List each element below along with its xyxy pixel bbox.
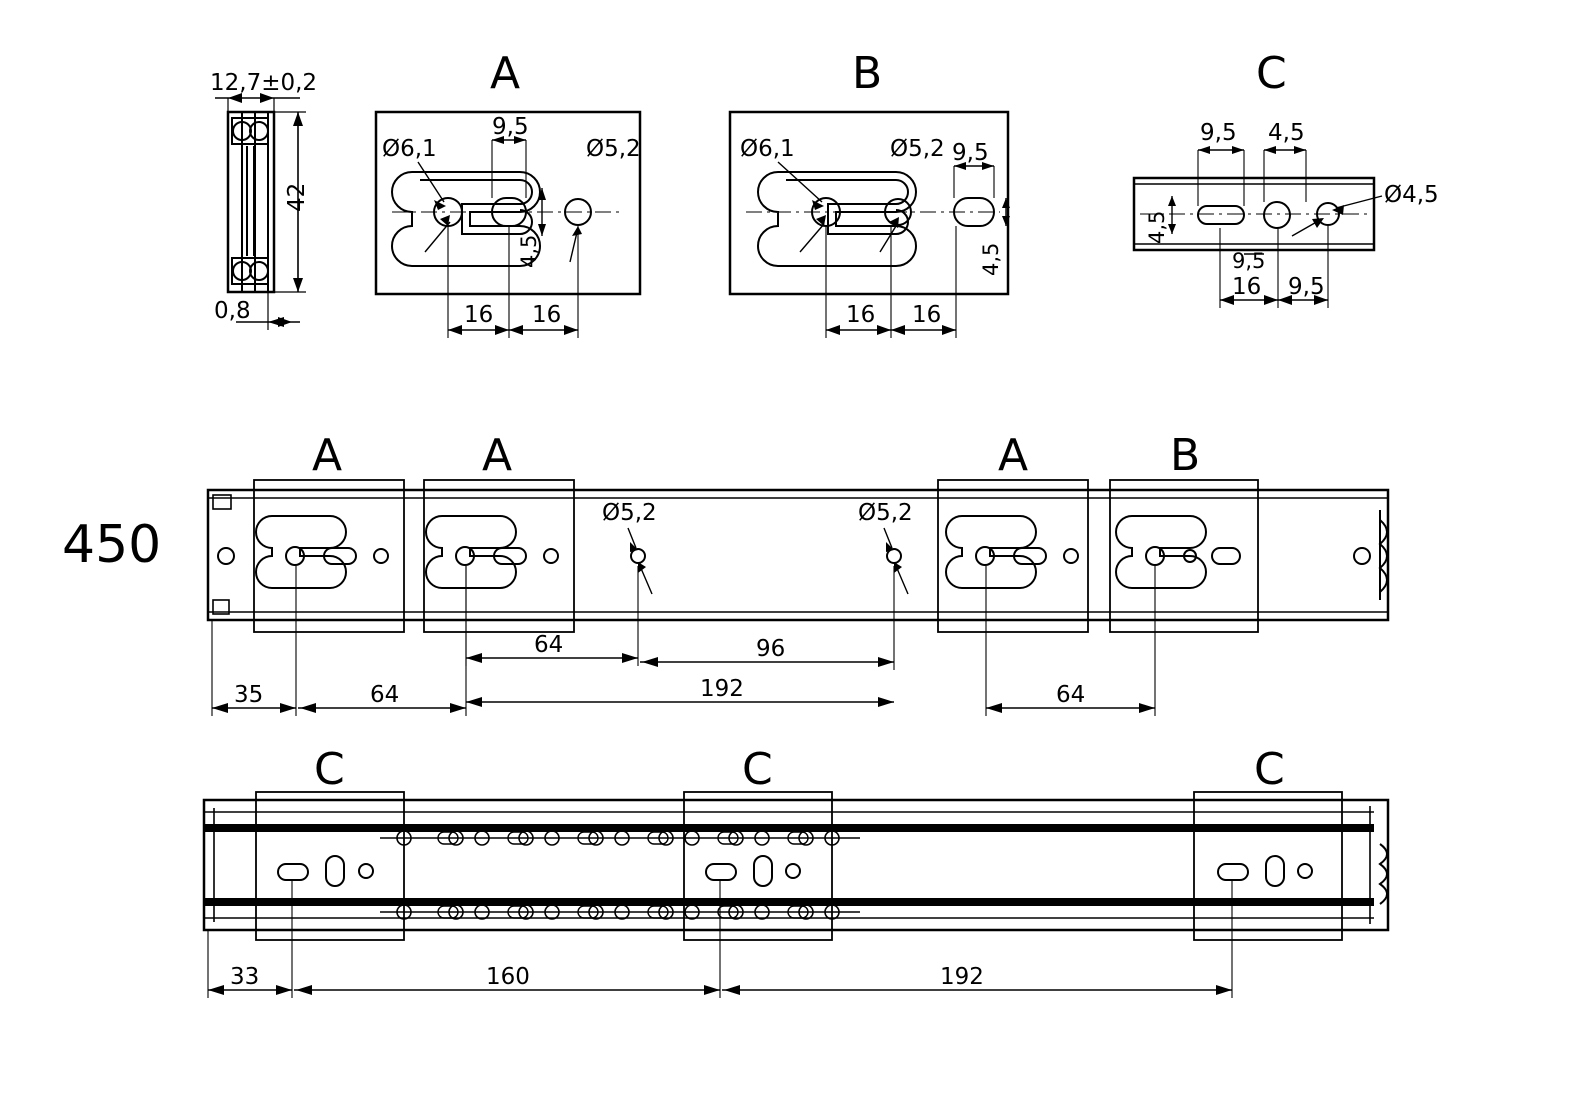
- bottom-dim-160: 160: [486, 964, 530, 990]
- hole-group-4: [1116, 516, 1240, 588]
- rail-callout-b1: B: [1170, 430, 1201, 481]
- detail-c-pitch-16-dim: 16: [1232, 274, 1262, 300]
- cross-section-view: [210, 70, 317, 330]
- rail-dim-35: 35: [234, 682, 264, 708]
- detail-a-slot-width-dim: 4,5: [517, 234, 541, 268]
- section-height-dim: 42: [284, 182, 310, 212]
- rail-dim-64-upper: 64: [534, 632, 564, 658]
- rail-callout-a2: A: [482, 430, 513, 481]
- detail-c-slot-len-right-dim: 4,5: [1268, 120, 1305, 146]
- detail-b-pitch-left-dim: 16: [846, 302, 876, 328]
- detail-c-title: C: [1256, 48, 1287, 99]
- detail-c-slot-h-left-dim: 4,5: [1145, 210, 1169, 244]
- rail-main-view: [62, 430, 1388, 716]
- rail-dim-64-left: 64: [370, 682, 400, 708]
- detail-b-hole-big-note: Ø6,1: [740, 136, 795, 162]
- detail-c-view: [1134, 48, 1439, 308]
- detail-a-view: [376, 48, 641, 338]
- bottom-callout-c1: C: [314, 744, 345, 795]
- bottom-callout-c2: C: [742, 744, 773, 795]
- rail-hole-note-left: Ø5,2: [602, 500, 657, 526]
- bottom-dim-33: 33: [230, 964, 260, 990]
- ball-chain-lower: [380, 905, 860, 919]
- detail-b-pitch-right-dim: 16: [912, 302, 942, 328]
- hole-group-2: [426, 516, 558, 588]
- rail-callout-a3: A: [998, 430, 1029, 481]
- detail-b-slot-width-dim: 4,5: [979, 242, 1003, 276]
- detail-c-slot-len-left-dim: 9,5: [1200, 120, 1237, 146]
- detail-b-title: B: [852, 48, 883, 99]
- detail-a-hole-big-note: Ø6,1: [382, 136, 437, 162]
- detail-a-title: A: [490, 48, 521, 99]
- detail-a-pitch-left-dim: 16: [464, 302, 494, 328]
- section-width-dim: 12,7±0,2: [210, 70, 318, 96]
- detail-b-slot-len-dim: 9,5: [952, 140, 989, 166]
- section-thickness-dim: 0,8: [214, 298, 251, 324]
- rail-callout-a1: A: [312, 430, 343, 481]
- rail-hole-note-right: Ø5,2: [858, 500, 913, 526]
- rail-bottom-view: [204, 744, 1388, 998]
- hole-group-1: [256, 516, 388, 588]
- detail-c-dim-9-5-mid: 9,5: [1232, 249, 1266, 273]
- hole-group-3: [946, 516, 1078, 588]
- bottom-callout-c3: C: [1254, 744, 1285, 795]
- bottom-dim-192: 192: [940, 964, 984, 990]
- rail-dim-96: 96: [756, 636, 786, 662]
- detail-a-pitch-right-dim: 16: [532, 302, 562, 328]
- detail-b-view: [730, 48, 1010, 338]
- detail-c-pitch-9-5-dim: 9,5: [1288, 274, 1325, 300]
- ball-chain-upper: [380, 831, 860, 845]
- rail-dim-64-right: 64: [1056, 682, 1086, 708]
- rail-length-label: 450: [62, 515, 162, 575]
- detail-b-hole-small-note: Ø5,2: [890, 136, 945, 162]
- detail-a-hole-small-note: Ø5,2: [586, 136, 641, 162]
- rail-dim-192: 192: [700, 676, 744, 702]
- detail-c-hole-round-note: Ø4,5: [1384, 182, 1439, 208]
- detail-a-slot-len-dim: 9,5: [492, 114, 529, 140]
